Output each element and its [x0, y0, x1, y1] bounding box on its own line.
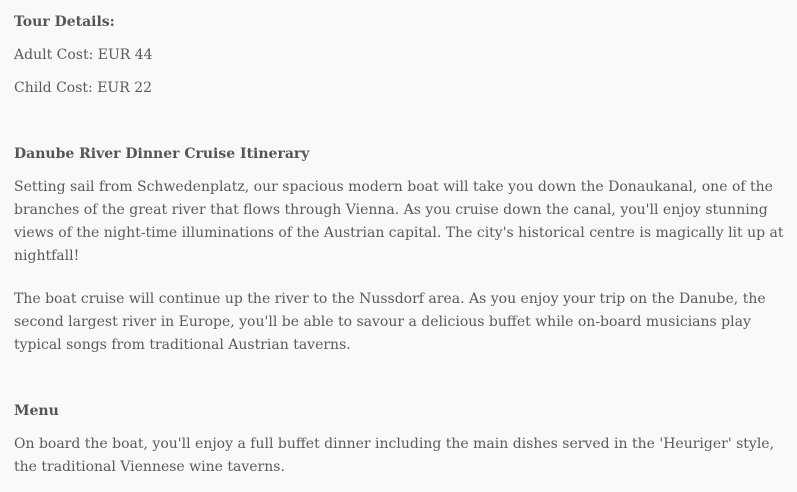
adult-cost: Adult Cost: EUR 44 — [14, 47, 153, 63]
itinerary-paragraph-2: The boat cruise will continue up the river to the Nussdorf area. As you enjoy your trip on the Danube, the second largest river in Europe, you'll be able to savour a delicious buffet while on-board musicians play typical songs from traditional Austrian taverns. — [14, 291, 766, 353]
menu-paragraph: On board the boat, you'll enjoy a full buffet dinner including the main dishes served in the 'Heuriger' style, the traditional Viennese wine taverns. — [14, 436, 775, 475]
menu-heading: Menu — [14, 403, 59, 419]
child-cost: Child Cost: EUR 22 — [14, 80, 153, 96]
itinerary-heading: Danube River Dinner Cruise Itinerary — [14, 146, 310, 162]
itinerary-paragraph-1: Setting sail from Schwedenplatz, our spacious modern boat will take you down the Donaukanal, one of the branches of the great river that flows through Vienna. As you cruise down the canal, you'll enjoy stunning views of the night-time illuminations of the Austrian capital. The city's historical centre is magically lit up at nightfall! — [14, 179, 784, 264]
tour-details-heading: Tour Details: — [14, 14, 115, 30]
